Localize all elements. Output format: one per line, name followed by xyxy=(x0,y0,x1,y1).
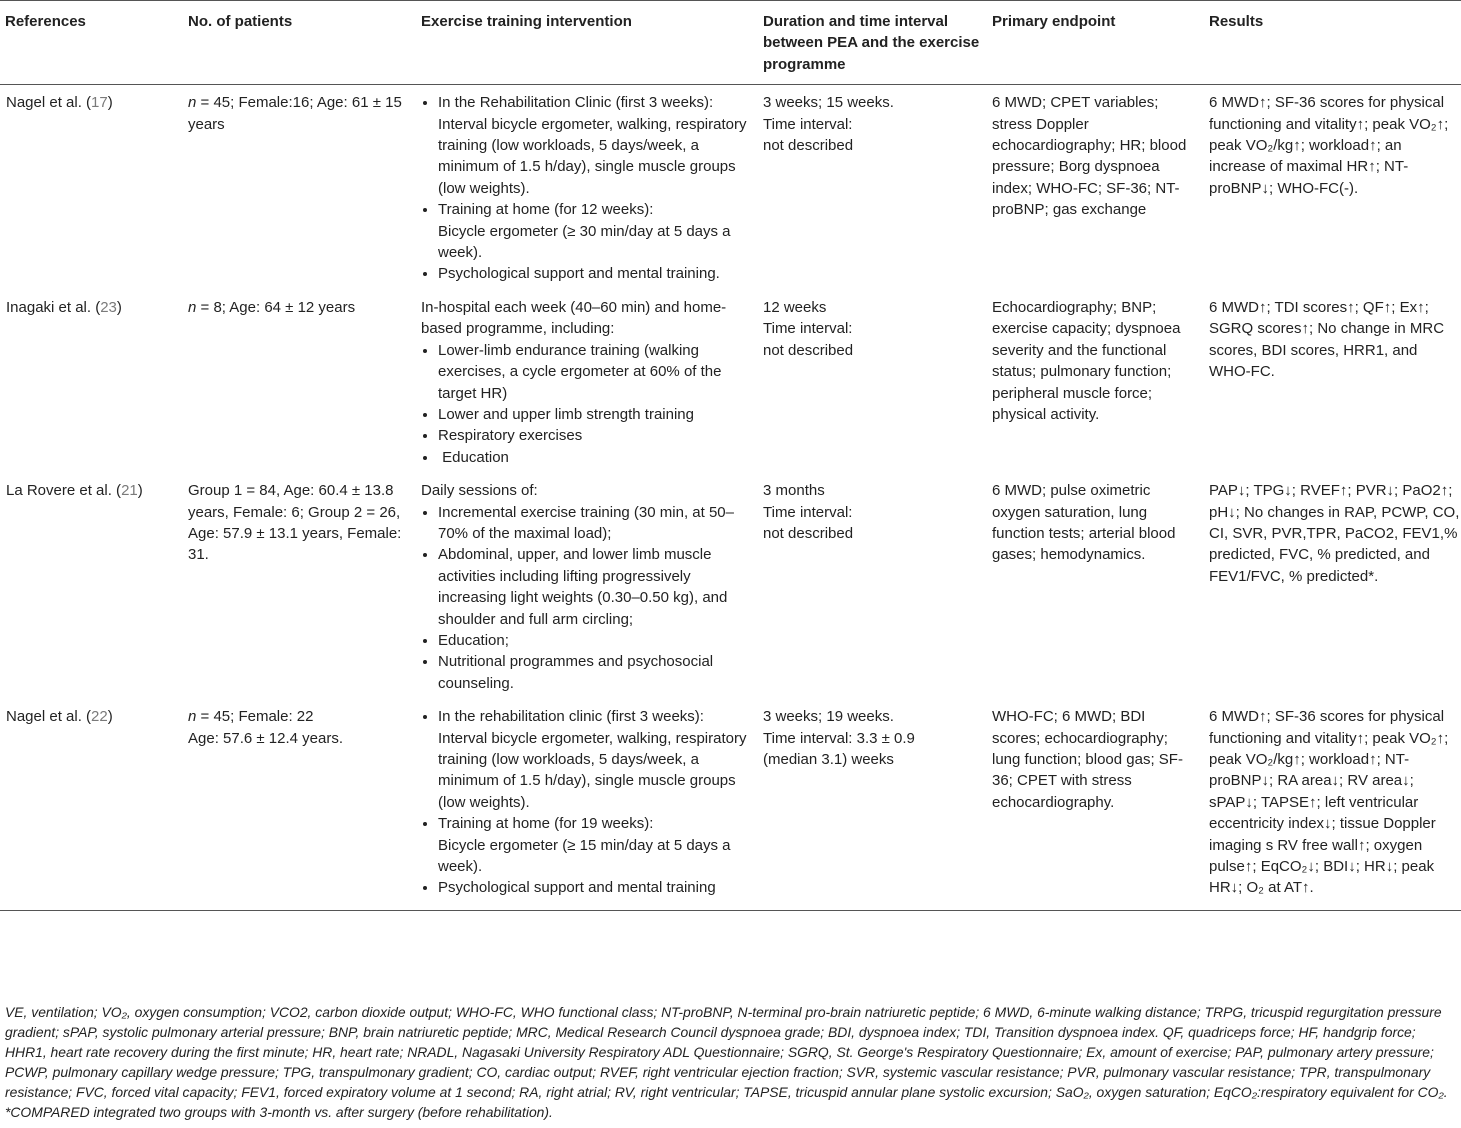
table-row xyxy=(0,85,1461,290)
table-row xyxy=(0,699,1461,910)
list-item: • Psychological support and mental training. xyxy=(438,263,751,284)
duration-cell: 3 weeks; 15 weeks. Time interval: not described xyxy=(763,94,894,155)
intervention-list xyxy=(421,92,751,285)
list-item: • Respiratory exercises xyxy=(438,425,751,446)
table-footnote xyxy=(5,1003,1455,1122)
list-item: • Lower and upper limb strength training xyxy=(438,404,751,425)
citation-link[interactable]: 23 xyxy=(100,298,117,316)
intervention-cell xyxy=(415,85,757,290)
header-results: Results xyxy=(1203,1,1461,85)
list-item: • Education xyxy=(438,447,751,468)
endpoint-cell: 6 MWD; CPET variables; stress Doppler echocardiography; HR; blood pressure; Borg dyspnoea index; WHO-FC; SF-36; NT-proBNP; gas exchange xyxy=(992,94,1187,219)
table-row xyxy=(0,473,1461,699)
intervention-cell: In-hospital each week (40–60 min) and home-based programme, including: • Lower-limb endurance training (walking exercises, a cycle ergometer at 60% of the target HR) • Lower and upper limb strength training • Respiratory exercises • Education xyxy=(415,290,757,473)
citation-link[interactable]: 21 xyxy=(121,482,138,500)
duration-cell: 3 months Time interval: not described xyxy=(763,482,854,542)
intervention-cell: Daily sessions of: • Incremental exercise training (30 min, at 50–70% of the maximal load); • Abdominal, upper, and lower limb muscle activities including lifting progressively increasing light weights (0.30–0.50 kg), and shoulder and full arm circling; • Education; • Nutritional programmes and psychosocial counseling. xyxy=(415,473,757,699)
endpoint-cell: 6 MWD; pulse oximetric oxygen saturation, lung function tests; arterial blood gases; hemodynamics. xyxy=(992,482,1176,564)
header-references: References xyxy=(0,1,182,85)
list-item: • Training at home (for 19 weeks): Bicycle ergometer (≥ 15 min/day at 5 days a week). xyxy=(438,813,751,877)
citation-link[interactable]: 22 xyxy=(91,708,108,726)
list-item: • Nutritional programmes and psychosocial counseling. xyxy=(438,651,751,694)
header-endpoint: Primary endpoint xyxy=(986,1,1203,85)
comparison-note: *COMPARED integrated two groups with 3-month vs. after surgery (before rehabilitation). xyxy=(5,1103,553,1120)
results-cell: 6 MWD↑; SF-36 scores for physical functioning and vitality↑; peak VO₂↑; peak VO₂/kg↑; workload↑; NT-proBNP↓; RA area↓; RV area↓; sPAP↓; TAPSE↑; left ventricular eccentricity index↓; tissue Doppler imaging s RV free wall↑; oxygen pulse↑; EqCO₂↓; BDI↓; HR↓; peak HR↓; O₂ at AT↑. xyxy=(1203,699,1461,910)
patients-cell: Group 1 = 84, Age: 60.4 ± 13.8 years, Female: 6; Group 2 = 26, Age: 57.9 ± 13.1 years, Female: 31. xyxy=(188,482,402,564)
header-row xyxy=(0,1,1461,85)
list-item: • Education; xyxy=(438,630,751,651)
intervention-list xyxy=(421,706,751,899)
intervention-list xyxy=(421,502,751,695)
list-item: • Incremental exercise training (30 min, at 50–70% of the maximal load); xyxy=(438,502,751,545)
results-cell: 6 MWD↑; TDI scores↑; QF↑; Ex↑; SGRQ scores↑; No change in MRC scores, BDI scores, HRR1, and WHO-FC. xyxy=(1209,298,1445,381)
intervention-cell xyxy=(415,699,757,910)
reference-cell: Nagel et al. (22) xyxy=(0,699,182,910)
list-item: • Psychological support and mental training xyxy=(438,877,751,898)
list-item: • In the rehabilitation clinic (first 3 weeks): Interval bicycle ergometer, walking, respiratory training (low workloads, 5 days/week, a minimum of 1.5 h/day), single muscle groups (low weights). xyxy=(438,706,751,813)
header-patients: No. of patients xyxy=(182,1,415,85)
list-item: • In the Rehabilitation Clinic (first 3 weeks): Interval bicycle ergometer, walking, respiratory training (low workloads, 5 days/week, a minimum of 1.5 h/day), single muscle groups (low weights). xyxy=(438,92,751,199)
patients-cell: n = 45; Female:16; Age: 61 ± 15 years xyxy=(188,94,402,133)
intervention-list xyxy=(421,340,751,468)
patients-cell: n = 45; Female: 22 Age: 57.6 ± 12.4 years. xyxy=(182,699,415,910)
reference-cell: La Rovere et al. (21) xyxy=(6,482,143,500)
header-duration: Duration and time interval between PEA and the exercise programme xyxy=(757,1,986,85)
abbreviations-note: VE, ventilation; VO₂, oxygen consumption; VCO2, carbon dioxide output; WHO-FC, WHO functional class; NT-proBNP, N-terminal pro-brain natriuretic peptide; 6 MWD, 6-minute walking distance; TRPG, tricuspid regurgitation pressure gradient; sPAP, systolic pulmonary arterial pressure; BNP, brain natriuretic peptide; MRC, Medical Research Council dyspnoea grade; BDI, dyspnoea index; TDI, Transition dyspnoea index. QF, quadriceps force; HF, handgrip force; HHR1, heart rate recovery during the first minute; HR, heart rate; NRADL, Nagasaki University Respiratory ADL Questionnaire; SGRQ, St. George's Respiratory Questionnaire; Ex, amount of exercise; PAP, pulmonary artery pressure; PCWP, pulmonary capillary wedge pressure; TPG, transpulmonary gradient; CO, cardiac output; RVEF, right ventricular ejection fraction; SVR, systemic vascular resistance; PVR, pulmonary vascular resistance; TPR, transpulmonary resistance; FVC, forced vital capacity; FEV1, forced expiratory volume at 1 second; RA, right atrial; RV, right ventricular; TAPSE, tricuspid annular plane systolic excursion; SaO₂, oxygen saturation; EqCO₂:respiratory equivalent for CO₂. xyxy=(5,1004,1448,1100)
endpoint-cell: Echocardiography; BNP; exercise capacity; dyspnoea severity and the functional status; pulmonary function; peripheral muscle force; physical activity. xyxy=(992,298,1181,423)
list-item: • Lower-limb endurance training (walking exercises, a cycle ergometer at 60% of the target HR) xyxy=(438,340,751,404)
header-intervention: Exercise training intervention xyxy=(415,1,757,85)
citation-link[interactable]: 17 xyxy=(91,94,108,112)
table-row xyxy=(0,290,1461,473)
reference-cell: Nagel et al. (17) xyxy=(6,94,113,112)
results-cell: 6 MWD↑; SF-36 scores for physical functioning and vitality↑; peak VO₂↑; peak VO₂/kg↑; workload↑; an increase of maximal HR↑; NT-proBNP↓; WHO-FC(-). xyxy=(1209,94,1449,197)
list-item: • Abdominal, upper, and lower limb muscle activities including lifting progressively increasing light weights (0.30–0.50 kg), and shoulder and full arm circling; xyxy=(438,544,751,630)
endpoint-cell: WHO-FC; 6 MWD; BDI scores; echocardiography; lung function; blood gas; SF-36; CPET with stress echocardiography. xyxy=(986,699,1203,910)
reference-cell: Inagaki et al. (23) xyxy=(6,298,122,316)
duration-cell: 12 weeks Time interval: not described xyxy=(763,298,854,359)
duration-cell: 3 weeks; 19 weeks. Time interval: 3.3 ± 0.9 (median 3.1) weeks xyxy=(757,699,986,910)
list-item: • Training at home (for 12 weeks): Bicycle ergometer (≥ 30 min/day at 5 days a week). xyxy=(438,199,751,263)
results-cell: PAP↓; TPG↓; RVEF↑; PVR↓; PaO2↑; pH↓; No changes in RAP, PCWP, CO, CI, SVR, PVR,TPR, PaCO2, FEV1,% predicted, FVC, % predicted, and FEV1/FVC, % predicted*. xyxy=(1209,482,1460,585)
patients-cell: n = 8; Age: 64 ± 12 years xyxy=(188,298,356,316)
